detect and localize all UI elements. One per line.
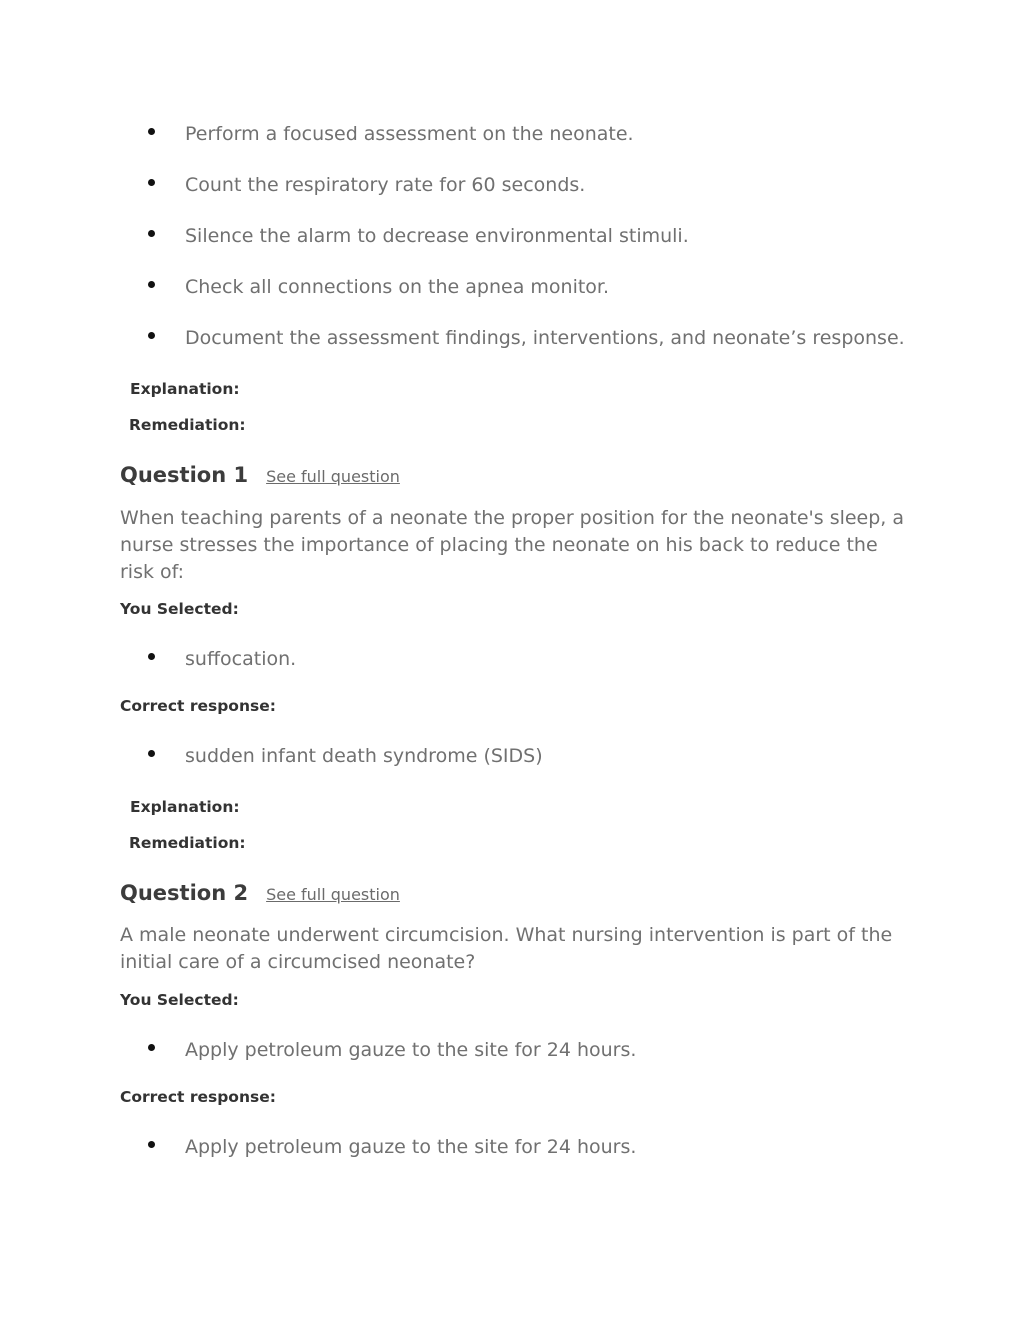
see-full-question-link[interactable]: See full question [266, 467, 400, 486]
bullet-icon [148, 230, 155, 237]
question-1-heading [120, 463, 400, 487]
bullet-icon [148, 281, 155, 288]
correct-answer [148, 1133, 636, 1161]
bullet-icon [148, 1044, 155, 1051]
selected-answer [148, 1036, 636, 1064]
remediation-label: Remediation: [129, 834, 246, 852]
bullet-icon [148, 128, 155, 135]
correct-response-label: Correct response: [120, 697, 276, 715]
question-title: Question 1 [120, 463, 249, 487]
list-item [148, 222, 689, 250]
correct-answer-text: sudden infant death syndrome (SIDS) [185, 745, 543, 767]
question-2-heading [120, 881, 400, 905]
correct-response-label: Correct response: [120, 1088, 276, 1106]
list-item-text: Silence the alarm to decrease environmental stimuli. [185, 225, 689, 247]
selected-answer-text: suffocation. [185, 648, 297, 670]
see-full-question-link[interactable]: See full question [266, 885, 400, 904]
you-selected-label: You Selected: [120, 991, 239, 1009]
remediation-label: Remediation: [129, 416, 246, 434]
selected-answer [148, 645, 296, 673]
list-item-text: Count the respiratory rate for 60 seconds. [185, 174, 586, 196]
you-selected-label: You Selected: [120, 600, 239, 618]
question-title: Question 2 [120, 881, 249, 905]
list-item-text: Check all connections on the apnea monitor. [185, 276, 610, 298]
list-item [148, 171, 585, 199]
explanation-label: Explanation: [130, 380, 240, 398]
bullet-icon [148, 1141, 155, 1148]
question-text: When teaching parents of a neonate the proper position for the neonate's sleep, a nurse stresses the importance of placing the neonate on his back to reduce the risk of: [120, 507, 905, 583]
correct-answer [148, 742, 543, 770]
correct-answer-text: Apply petroleum gauze to the site for 24 hours. [185, 1136, 637, 1158]
list-item [148, 273, 609, 301]
selected-answer-text: Apply petroleum gauze to the site for 24 hours. [185, 1039, 637, 1061]
bullet-icon [148, 750, 155, 757]
bullet-icon [148, 179, 155, 186]
explanation-label: Explanation: [130, 798, 240, 816]
question-text: A male neonate underwent circumcision. What nursing intervention is part of the initial care of a circumcised neonate? [120, 924, 893, 973]
bullet-icon [148, 332, 155, 339]
list-item-text: Document the assessment findings, interventions, and neonate’s response. [185, 327, 905, 349]
list-item [148, 324, 905, 352]
list-item-text: Perform a focused assessment on the neonate. [185, 123, 634, 145]
list-item [148, 120, 634, 148]
bullet-icon [148, 653, 155, 660]
